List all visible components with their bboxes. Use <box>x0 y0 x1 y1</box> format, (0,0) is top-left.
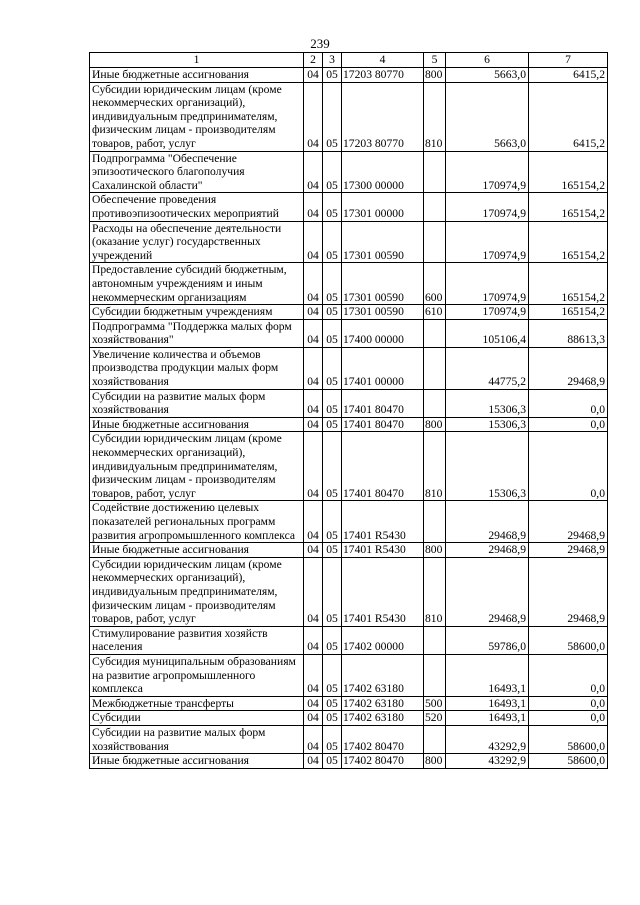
row-amount-year1-cell: 43292,9 <box>446 754 529 769</box>
row-name-cell: Межбюджетные трансферты <box>90 696 304 711</box>
row-amount-year1-cell: 15306,3 <box>446 389 529 417</box>
row-amount-year2-cell: 6415,2 <box>529 68 608 83</box>
row-section-cell: 04 <box>304 193 323 221</box>
row-subsection-cell: 05 <box>323 82 342 151</box>
table-row <box>90 305 608 320</box>
row-amount-year2-cell: 6415,2 <box>529 82 608 151</box>
row-name-cell: Субсидии на развитие малых форм хозяйствования <box>90 389 304 417</box>
row-amount-year2-cell: 165154,2 <box>529 263 608 305</box>
row-subsection-cell: 05 <box>323 725 342 753</box>
row-target-article-cell: 17401 80470 <box>342 432 424 501</box>
header-cell-6: 6 <box>446 53 529 68</box>
table-row <box>90 432 608 501</box>
row-expense-type-cell: 810 <box>424 82 446 151</box>
header-cell-4: 4 <box>342 53 424 68</box>
row-section-cell: 04 <box>304 68 323 83</box>
row-amount-year1-cell: 16493,1 <box>446 711 529 726</box>
row-expense-type-cell <box>424 389 446 417</box>
row-name-cell: Подпрограмма "Обеспечение эпизоотического благополучия Сахалинской области" <box>90 151 304 193</box>
row-amount-year1-cell: 170974,9 <box>446 193 529 221</box>
row-expense-type-cell: 520 <box>424 711 446 726</box>
row-expense-type-cell <box>424 626 446 654</box>
row-expense-type-cell <box>424 501 446 543</box>
table-row <box>90 68 608 83</box>
row-name-cell: Субсидии юридическим лицам (кроме некоммерческих организаций), индивидуальным предпринимателям, физическим лицам - производителям товаров, работ, услуг <box>90 82 304 151</box>
row-section-cell: 04 <box>304 263 323 305</box>
table-row <box>90 711 608 726</box>
row-subsection-cell: 05 <box>323 501 342 543</box>
row-amount-year1-cell: 43292,9 <box>446 725 529 753</box>
row-target-article-cell: 17402 63180 <box>342 654 424 696</box>
row-subsection-cell: 05 <box>323 389 342 417</box>
row-name-cell: Иные бюджетные ассигнования <box>90 68 304 83</box>
row-expense-type-cell: 800 <box>424 417 446 432</box>
row-target-article-cell: 17401 R5430 <box>342 543 424 558</box>
row-subsection-cell: 05 <box>323 319 342 347</box>
row-name-cell: Иные бюджетные ассигнования <box>90 754 304 769</box>
header-cell-2: 2 <box>304 53 323 68</box>
row-target-article-cell: 17402 80470 <box>342 754 424 769</box>
table-row <box>90 151 608 193</box>
row-amount-year2-cell: 88613,3 <box>529 319 608 347</box>
row-amount-year2-cell: 0,0 <box>529 417 608 432</box>
row-section-cell: 04 <box>304 221 323 263</box>
row-subsection-cell: 05 <box>323 654 342 696</box>
row-subsection-cell: 05 <box>323 543 342 558</box>
table-row <box>90 193 608 221</box>
row-amount-year1-cell: 44775,2 <box>446 347 529 389</box>
row-expense-type-cell <box>424 221 446 263</box>
row-subsection-cell: 05 <box>323 696 342 711</box>
row-section-cell: 04 <box>304 725 323 753</box>
row-name-cell: Субсидии юридическим лицам (кроме некоммерческих организаций), индивидуальным предпринимателям, физическим лицам - производителям товаров, работ, услуг <box>90 557 304 626</box>
row-amount-year2-cell: 165154,2 <box>529 305 608 320</box>
row-amount-year1-cell: 5663,0 <box>446 82 529 151</box>
row-subsection-cell: 05 <box>323 711 342 726</box>
row-target-article-cell: 17301 00590 <box>342 305 424 320</box>
row-section-cell: 04 <box>304 389 323 417</box>
row-amount-year1-cell: 5663,0 <box>446 68 529 83</box>
row-target-article-cell: 17402 80470 <box>342 725 424 753</box>
row-amount-year1-cell: 170974,9 <box>446 221 529 263</box>
row-section-cell: 04 <box>304 305 323 320</box>
row-amount-year2-cell: 58600,0 <box>529 725 608 753</box>
row-target-article-cell: 17203 80770 <box>342 82 424 151</box>
row-subsection-cell: 05 <box>323 193 342 221</box>
row-amount-year1-cell: 29468,9 <box>446 543 529 558</box>
row-expense-type-cell: 600 <box>424 263 446 305</box>
row-target-article-cell: 17401 R5430 <box>342 501 424 543</box>
row-section-cell: 04 <box>304 417 323 432</box>
table-row <box>90 725 608 753</box>
row-subsection-cell: 05 <box>323 417 342 432</box>
row-amount-year1-cell: 29468,9 <box>446 557 529 626</box>
row-amount-year2-cell: 58600,0 <box>529 754 608 769</box>
row-amount-year1-cell: 170974,9 <box>446 305 529 320</box>
row-amount-year2-cell: 29468,9 <box>529 557 608 626</box>
table-row <box>90 557 608 626</box>
row-subsection-cell: 05 <box>323 626 342 654</box>
row-amount-year2-cell: 29468,9 <box>529 347 608 389</box>
row-subsection-cell: 05 <box>323 754 342 769</box>
row-subsection-cell: 05 <box>323 151 342 193</box>
row-target-article-cell: 17300 00000 <box>342 151 424 193</box>
row-section-cell: 04 <box>304 543 323 558</box>
row-target-article-cell: 17401 R5430 <box>342 557 424 626</box>
row-subsection-cell: 05 <box>323 557 342 626</box>
row-amount-year1-cell: 16493,1 <box>446 654 529 696</box>
row-amount-year2-cell: 58600,0 <box>529 626 608 654</box>
header-cell-1: 1 <box>90 53 304 68</box>
row-expense-type-cell: 800 <box>424 68 446 83</box>
row-name-cell: Предоставление субсидий бюджетным, автономным учреждениям и иным некоммерческим организациям <box>90 263 304 305</box>
budget-table <box>89 52 608 769</box>
table-row <box>90 626 608 654</box>
row-amount-year2-cell: 29468,9 <box>529 543 608 558</box>
table-row <box>90 501 608 543</box>
row-expense-type-cell: 810 <box>424 432 446 501</box>
row-amount-year2-cell: 0,0 <box>529 389 608 417</box>
table-row <box>90 319 608 347</box>
row-amount-year1-cell: 170974,9 <box>446 151 529 193</box>
row-amount-year1-cell: 15306,3 <box>446 417 529 432</box>
row-target-article-cell: 17203 80770 <box>342 68 424 83</box>
row-target-article-cell: 17301 00590 <box>342 263 424 305</box>
row-target-article-cell: 17402 63180 <box>342 696 424 711</box>
table-row <box>90 543 608 558</box>
row-expense-type-cell: 800 <box>424 754 446 769</box>
row-section-cell: 04 <box>304 711 323 726</box>
row-target-article-cell: 17402 63180 <box>342 711 424 726</box>
row-target-article-cell: 17400 00000 <box>342 319 424 347</box>
row-target-article-cell: 17402 00000 <box>342 626 424 654</box>
row-section-cell: 04 <box>304 557 323 626</box>
row-expense-type-cell <box>424 654 446 696</box>
row-name-cell: Подпрограмма "Поддержка малых форм хозяйствования" <box>90 319 304 347</box>
row-amount-year1-cell: 170974,9 <box>446 263 529 305</box>
row-expense-type-cell <box>424 725 446 753</box>
row-amount-year1-cell: 59786,0 <box>446 626 529 654</box>
row-amount-year2-cell: 0,0 <box>529 711 608 726</box>
row-subsection-cell: 05 <box>323 68 342 83</box>
row-expense-type-cell: 500 <box>424 696 446 711</box>
table-row <box>90 82 608 151</box>
row-name-cell: Субсидии бюджетным учреждениям <box>90 305 304 320</box>
row-expense-type-cell <box>424 193 446 221</box>
row-amount-year2-cell: 0,0 <box>529 654 608 696</box>
row-amount-year1-cell: 105106,4 <box>446 319 529 347</box>
table-row <box>90 696 608 711</box>
row-section-cell: 04 <box>304 82 323 151</box>
row-expense-type-cell: 800 <box>424 543 446 558</box>
row-expense-type-cell: 610 <box>424 305 446 320</box>
row-amount-year2-cell: 165154,2 <box>529 221 608 263</box>
row-amount-year2-cell: 0,0 <box>529 696 608 711</box>
row-section-cell: 04 <box>304 754 323 769</box>
row-section-cell: 04 <box>304 151 323 193</box>
row-target-article-cell: 17301 00000 <box>342 193 424 221</box>
table-row <box>90 221 608 263</box>
table-row <box>90 654 608 696</box>
row-name-cell: Расходы на обеспечение деятельности (оказание услуг) государственных учреждений <box>90 221 304 263</box>
row-subsection-cell: 05 <box>323 347 342 389</box>
row-amount-year1-cell: 16493,1 <box>446 696 529 711</box>
header-cell-5: 5 <box>424 53 446 68</box>
row-section-cell: 04 <box>304 347 323 389</box>
table-row <box>90 389 608 417</box>
table-row <box>90 754 608 769</box>
row-section-cell: 04 <box>304 501 323 543</box>
table-row <box>90 347 608 389</box>
page-number: 239 <box>310 36 330 51</box>
row-amount-year1-cell: 29468,9 <box>446 501 529 543</box>
row-section-cell: 04 <box>304 696 323 711</box>
row-name-cell: Субсидия муниципальным образованиям на развитие агропромышленного комплекса <box>90 654 304 696</box>
row-subsection-cell: 05 <box>323 221 342 263</box>
header-cell-3: 3 <box>323 53 342 68</box>
row-section-cell: 04 <box>304 654 323 696</box>
row-target-article-cell: 17301 00590 <box>342 221 424 263</box>
row-subsection-cell: 05 <box>323 263 342 305</box>
row-subsection-cell: 05 <box>323 432 342 501</box>
row-target-article-cell: 17401 00000 <box>342 347 424 389</box>
row-amount-year2-cell: 165154,2 <box>529 193 608 221</box>
row-name-cell: Увеличение количества и объемов производства продукции малых форм хозяйствования <box>90 347 304 389</box>
row-amount-year2-cell: 165154,2 <box>529 151 608 193</box>
row-name-cell: Иные бюджетные ассигнования <box>90 417 304 432</box>
table-row <box>90 263 608 305</box>
row-target-article-cell: 17401 80470 <box>342 389 424 417</box>
row-target-article-cell: 17401 80470 <box>342 417 424 432</box>
row-amount-year2-cell: 0,0 <box>529 432 608 501</box>
row-name-cell: Субсидии на развитие малых форм хозяйствования <box>90 725 304 753</box>
table-row <box>90 417 608 432</box>
row-name-cell: Субсидии <box>90 711 304 726</box>
row-name-cell: Субсидии юридическим лицам (кроме некоммерческих организаций), индивидуальным предпринимателям, физическим лицам - производителям товаров, работ, услуг <box>90 432 304 501</box>
row-section-cell: 04 <box>304 432 323 501</box>
row-name-cell: Содействие достижению целевых показателей региональных программ развития агропромышленного комплекса <box>90 501 304 543</box>
row-name-cell: Стимулирование развития хозяйств населения <box>90 626 304 654</box>
row-expense-type-cell <box>424 347 446 389</box>
row-expense-type-cell <box>424 319 446 347</box>
row-expense-type-cell: 810 <box>424 557 446 626</box>
row-amount-year2-cell: 29468,9 <box>529 501 608 543</box>
row-section-cell: 04 <box>304 319 323 347</box>
row-name-cell: Иные бюджетные ассигнования <box>90 543 304 558</box>
row-expense-type-cell <box>424 151 446 193</box>
row-amount-year1-cell: 15306,3 <box>446 432 529 501</box>
row-name-cell: Обеспечение проведения противоэпизоотических мероприятий <box>90 193 304 221</box>
table-header-row <box>90 53 608 68</box>
row-section-cell: 04 <box>304 626 323 654</box>
header-cell-7: 7 <box>529 53 608 68</box>
row-subsection-cell: 05 <box>323 305 342 320</box>
